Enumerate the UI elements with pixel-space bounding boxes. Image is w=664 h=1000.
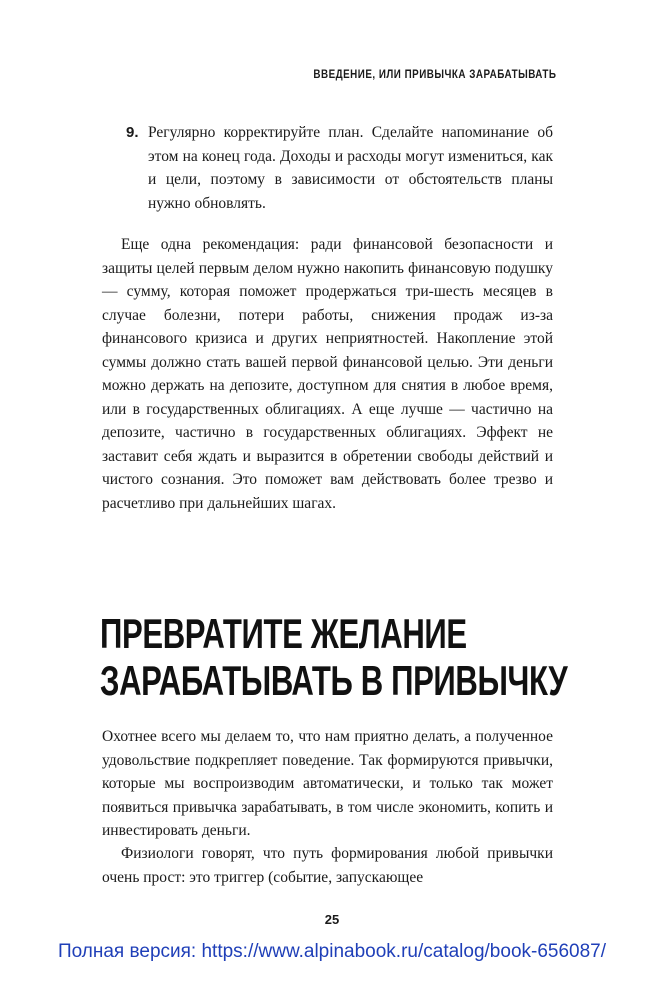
paragraph-physiologists: Физиологи говорят, что путь формирования любой привычки очень прост: это триггер (событие, запускающее: [102, 845, 553, 886]
running-header: ВВЕДЕНИЕ, ИЛИ ПРИВЫЧКА ЗАРАБАТЫВАТЬ: [312, 67, 556, 81]
list-item-number: 9.: [126, 124, 139, 141]
full-version-link[interactable]: Полная версия: https://www.alpinabook.ru/catalog/book-656087/: [57, 941, 607, 962]
list-item-text: Регулярно корректируйте план. Сделайте напоминание об этом на конец года. Доходы и расходы могут измениться, как и цели, поэтому в зависимости от обстоятельств планы нужно обновлять.: [148, 124, 553, 212]
section-heading: [100, 610, 567, 704]
section-heading-line-1: ПРЕВРАТИТЕ ЖЕЛАНИЕ: [100, 610, 467, 657]
section-heading-line-2: ЗАРАБАТЫВАТЬ В ПРИВЫЧКУ: [100, 657, 568, 704]
paragraph-financial-cushion: Еще одна рекомендация: ради финансовой безопасности и защиты целей первым делом нужно накопить финансовую подушку — сумму, которая поможет продержаться три-шесть месяцев в случае болезни, потери работы, снижения продаж из-за финансового кризиса и других неприятностей. Накопление этой суммы должно стать вашей первой финансовой целью. Эти деньги можно держать на депозите, доступном для снятия в любое время, или в государственных облигациях. А еще лучше — частично на депозите, частично в государственных облигациях. Эффект не заставит себя ждать и выразится в обретении свободы действий и чистого сознания. Это поможет вам действовать более трезво и расчетливо при дальнейших шагах.: [102, 236, 553, 512]
page-number: 25: [324, 912, 340, 927]
paragraph-habits: Охотнее всего мы делаем то, что нам приятно делать, а полученное удовольствие подкрепляет поведение. Так формируются привычки, которые мы воспроизводим автоматически, и только так может появиться привычка зарабатывать, в том числе экономить, копить и инвестировать деньги.: [102, 728, 553, 839]
